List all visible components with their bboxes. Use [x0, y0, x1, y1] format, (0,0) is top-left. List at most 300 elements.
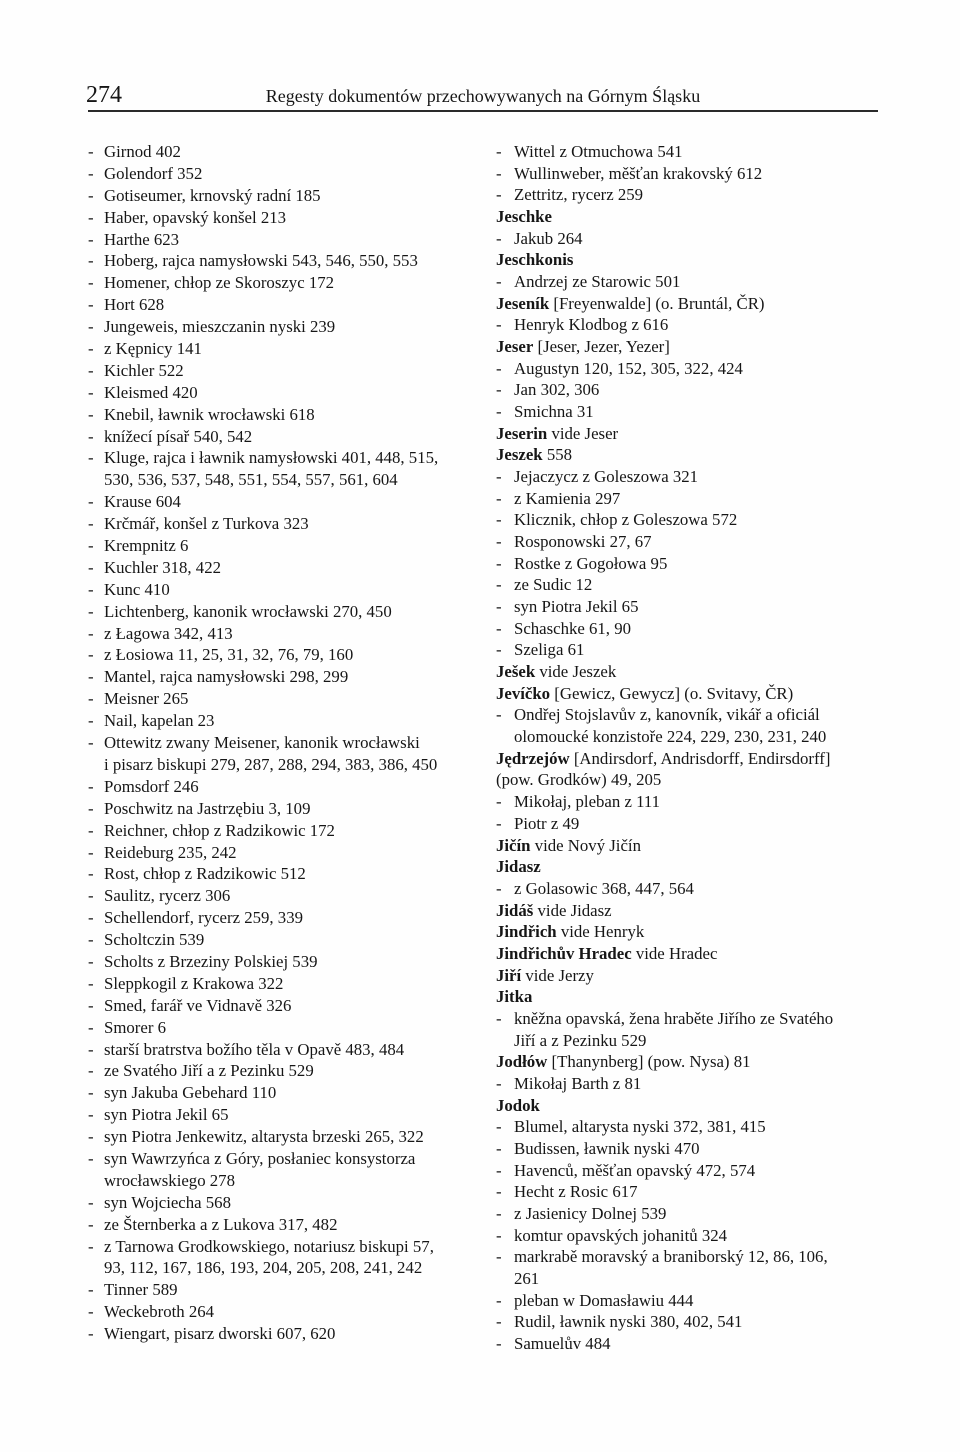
entry-dash: - [88, 1127, 94, 1147]
entry-line: Saulitz, rycerz 306 [104, 886, 231, 906]
entry-line: Rost, chłop z Radzikowic 512 [104, 864, 306, 884]
headword: Jindřich [496, 922, 557, 942]
entry-line: Lichtenberg, kanonik wrocławski 270, 450 [104, 601, 392, 621]
entry-line: Jakub 264 [514, 228, 583, 248]
entry-line: Hort 628 [104, 295, 165, 315]
index-headword-entry [496, 986, 876, 1008]
index-subentry [496, 1333, 876, 1355]
index-subentry [496, 379, 876, 401]
entry-text [88, 929, 468, 951]
entry-line: Augustyn 120, 152, 305, 322, 424 [514, 358, 743, 378]
index-subentry [496, 1160, 876, 1182]
entry-text [496, 1073, 876, 1095]
index-subentry [88, 426, 468, 448]
index-subentry [496, 488, 876, 510]
entry-line: Jan 302, 306 [514, 380, 600, 400]
entry-text [88, 951, 468, 973]
index-subentry [496, 1246, 876, 1289]
entry-text [496, 574, 876, 596]
index-subentry [88, 1214, 468, 1236]
entry-dash: - [496, 142, 502, 161]
entry-text [496, 596, 876, 618]
index-subentry [88, 842, 468, 864]
entry-dash: - [88, 711, 94, 731]
entry-line [496, 206, 876, 228]
entry-line: syn Jakuba Gebehard 110 [104, 1083, 277, 1103]
index-headword-entry [496, 249, 876, 271]
entry-text [88, 1082, 468, 1104]
entry-line: Andrzej ze Starowic 501 [514, 272, 681, 292]
entry-line: z Łosiowa 11, 25, 31, 32, 76, 79, 160 [104, 645, 354, 665]
entry-text [496, 791, 876, 813]
entry-text [88, 644, 468, 666]
index-subentry [88, 557, 468, 579]
entry-dash: - [88, 1192, 94, 1212]
entry-dash: - [88, 601, 94, 621]
entry-dash: - [88, 908, 94, 928]
entry-text [496, 358, 876, 380]
entry-text [88, 995, 468, 1017]
entry-dash: - [88, 645, 94, 665]
entry-dash: - [88, 273, 94, 293]
entry-text [496, 1138, 876, 1160]
entry-text [88, 1039, 468, 1061]
entry-dash: - [496, 532, 502, 552]
entry-text [88, 710, 468, 732]
entry-text [496, 639, 876, 661]
entry-dash: - [88, 820, 94, 840]
entry-dash: - [496, 1225, 502, 1245]
entry-dash: - [88, 360, 94, 380]
entry-dash: - [88, 448, 94, 468]
index-subentry [88, 644, 468, 666]
entry-line: pleban w Domasławiu 444 [514, 1290, 694, 1310]
entry-line: 93, 112, 167, 186, 193, 204, 205, 208, 241, 242 [104, 1258, 423, 1278]
entry-text [496, 1225, 876, 1247]
index-column-right [496, 141, 876, 1355]
index-subentry [496, 163, 876, 185]
headword: Jeser [496, 337, 534, 357]
entry-text [88, 666, 468, 688]
headword-details: 558 [546, 445, 572, 465]
index-headword-entry [496, 943, 876, 965]
index-subentry [88, 1017, 468, 1039]
entry-line: Kuchler 318, 422 [104, 557, 221, 577]
entry-dash: - [88, 207, 94, 227]
headword: Jodok [496, 1095, 540, 1115]
headword: Jičín [496, 835, 531, 855]
entry-line: Tinner 589 [104, 1280, 178, 1300]
index-headword-entry [496, 921, 876, 943]
headword: Jeszek [496, 445, 543, 465]
entry-text [88, 229, 468, 251]
index-subentry [88, 1082, 468, 1104]
entry-line: Samuelův 484 [514, 1333, 611, 1353]
index-subentry [88, 1148, 468, 1192]
entry-text [88, 688, 468, 710]
entry-line: Kluge, rajca i ławnik namysłowski 401, 448, 515, [104, 448, 439, 468]
entry-text [496, 813, 876, 835]
index-subentry [88, 601, 468, 623]
entry-line: Jungeweis, mieszczanin nyski 239 [104, 317, 336, 337]
entry-line: ze Sudic 12 [514, 575, 593, 595]
entry-line: Smorer 6 [104, 1017, 166, 1037]
headword: Jeschkonis [496, 250, 574, 270]
index-subentry [88, 491, 468, 513]
entry-text [88, 732, 468, 776]
entry-line [496, 336, 876, 358]
index-subentry [88, 250, 468, 272]
index-subentry [496, 1116, 876, 1138]
entry-dash: - [88, 317, 94, 337]
entry-dash: - [88, 339, 94, 359]
entry-text [88, 1301, 468, 1323]
headword: Jeserin [496, 423, 548, 443]
headword: Jitka [496, 987, 533, 1007]
entry-line [496, 423, 876, 445]
index-subentry [88, 447, 468, 491]
entry-line: z Łagowa 342, 413 [104, 623, 233, 643]
entry-text [496, 1290, 876, 1312]
entry-dash: - [88, 733, 94, 753]
entry-line: Kleismed 420 [104, 382, 198, 402]
entry-line: Zettritz, rycerz 259 [514, 185, 644, 205]
entry-line: Girnod 402 [104, 142, 181, 161]
entry-dash: - [88, 1061, 94, 1081]
index-headword-entry [496, 1051, 876, 1073]
entry-text [496, 704, 876, 747]
entry-dash: - [496, 510, 502, 530]
entry-text [88, 250, 468, 272]
entry-text [496, 1160, 876, 1182]
index-subentry [496, 1311, 876, 1333]
entry-dash: - [88, 251, 94, 271]
entry-line: Rostke z Gogołowa 95 [514, 553, 668, 573]
entry-line: Szeliga 61 [514, 640, 585, 660]
index-subentry [496, 358, 876, 380]
entry-text [496, 163, 876, 185]
entry-text [496, 488, 876, 510]
index-subentry [496, 271, 876, 293]
index-subentry [88, 798, 468, 820]
entry-text [88, 294, 468, 316]
entry-dash: - [88, 382, 94, 402]
index-subentry [88, 229, 468, 251]
index-headword-entry [496, 748, 876, 791]
index-subentry [88, 732, 468, 776]
entry-line: Mikołaj, pleban z 111 [514, 792, 661, 812]
entry-text [496, 141, 876, 163]
entry-dash: - [88, 995, 94, 1015]
index-subentry [496, 1073, 876, 1095]
entry-line: Henryk Klodbog z 616 [514, 315, 669, 335]
entry-line: i pisarz biskupi 279, 287, 288, 294, 383, 386, 450 [104, 754, 438, 774]
entry-line: wrocławskiego 278 [104, 1170, 235, 1190]
entry-line [496, 748, 876, 770]
entry-line: Golendorf 352 [104, 163, 203, 183]
index-column-left [88, 141, 468, 1345]
index-headword-entry [496, 444, 876, 466]
headword-details: [Jeser, Jezer, Yezer] [537, 337, 670, 357]
entry-dash: - [88, 886, 94, 906]
entry-dash: - [496, 358, 502, 378]
entry-dash: - [496, 467, 502, 487]
index-subentry [88, 907, 468, 929]
index-subentry [88, 294, 468, 316]
entry-text [496, 1008, 876, 1051]
entry-text [88, 1060, 468, 1082]
entry-dash: - [496, 792, 502, 812]
entry-text [88, 863, 468, 885]
index-subentry [88, 382, 468, 404]
entry-dash: - [88, 1148, 94, 1168]
entry-line: Rosponowski 27, 67 [514, 532, 652, 552]
headword: Jidasz [496, 857, 541, 877]
index-subentry [496, 618, 876, 640]
headword-details: [Gewicz, Gewycz] (o. Svitavy, ČR) [554, 683, 794, 703]
index-subentry [496, 1181, 876, 1203]
entry-line: Wittel z Otmuchowa 541 [514, 142, 683, 161]
headword-details: vide Jerzy [525, 965, 594, 985]
entry-line [496, 856, 876, 878]
headword: Jodłów [496, 1052, 548, 1072]
entry-dash: - [496, 488, 502, 508]
index-subentry [496, 574, 876, 596]
headword-details: vide Jeser [551, 423, 619, 443]
entry-text [496, 1203, 876, 1225]
entry-line: Klicznik, chłop z Goleszowa 572 [514, 510, 738, 530]
entry-dash: - [88, 667, 94, 687]
headword-details: [Andirsdorf, Andrisdorff, Endirsdorff] [573, 748, 831, 768]
index-subentry [88, 579, 468, 601]
entry-dash: - [88, 798, 94, 818]
entry-line: Hoberg, rajca namysłowski 543, 546, 550, 553 [104, 251, 418, 271]
entry-text [496, 228, 876, 250]
entry-text [88, 1192, 468, 1214]
entry-line [496, 1095, 876, 1117]
running-title: Regesty dokumentów przechowywanych na Górnym Śląsku [265, 86, 701, 106]
entry-text [88, 338, 468, 360]
index-subentry [88, 535, 468, 557]
entry-line: Harthe 623 [104, 229, 180, 249]
entry-dash: - [496, 1073, 502, 1093]
entry-text [88, 491, 468, 513]
entry-text [88, 557, 468, 579]
index-subentry [88, 1236, 468, 1280]
headword-details: [Thanynberg] (pow. Nysa) 81 [551, 1052, 751, 1072]
entry-line: Budissen, ławnik nyski 470 [514, 1138, 700, 1158]
entry-line: Kunc 410 [104, 579, 170, 599]
entry-dash: - [496, 315, 502, 335]
entry-dash: - [88, 1083, 94, 1103]
headword: Jędrzejów [496, 748, 570, 768]
entry-line: syn Piotra Jenkewitz, altarysta brzeski 265, 322 [104, 1127, 424, 1147]
entry-dash: - [496, 185, 502, 205]
headword-details: vide Henryk [560, 922, 645, 942]
index-subentry [496, 314, 876, 336]
entry-text [88, 623, 468, 645]
entry-text [88, 185, 468, 207]
entry-text [88, 1279, 468, 1301]
entry-line: Scholtczin 539 [104, 930, 205, 950]
entry-line [496, 835, 876, 857]
entry-text [496, 618, 876, 640]
entry-text [496, 509, 876, 531]
index-subentry [88, 1323, 468, 1345]
entry-dash: - [88, 1302, 94, 1322]
entry-text [88, 885, 468, 907]
headword: Jeschke [496, 207, 552, 227]
entry-line [496, 444, 876, 466]
entry-line: syn Wawrzyńca z Góry, posłaniec konsystorza [104, 1148, 416, 1168]
entry-line: Rudil, ławnik nyski 380, 402, 541 [514, 1312, 743, 1332]
index-subentry [88, 973, 468, 995]
entry-line: syn Piotra Jekil 65 [514, 597, 639, 617]
entry-line: Knebil, ławnik wrocławski 618 [104, 404, 315, 424]
entry-dash: - [496, 1247, 502, 1267]
entry-text [496, 1246, 876, 1289]
entry-text [88, 842, 468, 864]
entry-dash: - [496, 1203, 502, 1223]
entry-dash: - [496, 1008, 502, 1028]
entry-text [496, 314, 876, 336]
index-subentry [88, 710, 468, 732]
entry-line: olomoucké konzistoře 224, 229, 230, 231, 240 [514, 727, 827, 747]
entry-text [88, 360, 468, 382]
entry-line: syn Wojciecha 568 [104, 1192, 231, 1212]
entry-text [88, 776, 468, 798]
entry-dash: - [496, 597, 502, 617]
entry-text [88, 1323, 468, 1345]
entry-line [496, 1051, 876, 1073]
entry-line: Schaschke 61, 90 [514, 618, 631, 638]
entry-dash: - [88, 295, 94, 315]
entry-line: 261 [514, 1268, 540, 1288]
index-subentry [88, 316, 468, 338]
entry-text [88, 447, 468, 491]
entry-text [88, 316, 468, 338]
index-subentry [496, 401, 876, 423]
index-subentry [88, 1126, 468, 1148]
entry-text [88, 1236, 468, 1280]
entry-text [88, 207, 468, 229]
entry-dash: - [496, 402, 502, 422]
entry-dash: - [88, 1105, 94, 1125]
entry-text [496, 466, 876, 488]
entry-line: Smed, farář ve Vidnavě 326 [104, 995, 292, 1015]
index-headword-entry [496, 206, 876, 228]
entry-text [496, 271, 876, 293]
entry-line: Krčmář, konšel z Turkova 323 [104, 514, 309, 534]
entry-text [88, 513, 468, 535]
entry-dash: - [496, 705, 502, 725]
entry-text [88, 579, 468, 601]
index-subentry [496, 184, 876, 206]
entry-dash: - [88, 1214, 94, 1234]
entry-text [88, 141, 468, 163]
entry-dash: - [88, 689, 94, 709]
entry-line [496, 921, 876, 943]
index-subentry [496, 704, 876, 747]
entry-line [496, 293, 876, 315]
entry-line: Blumel, altarysta nyski 372, 381, 415 [514, 1117, 766, 1137]
entry-text [496, 1116, 876, 1138]
entry-text [88, 1104, 468, 1126]
index-headword-entry [496, 1095, 876, 1117]
entry-line: Homener, chłop ze Skoroszyc 172 [104, 273, 335, 293]
entry-dash: - [88, 163, 94, 183]
entry-dash: - [88, 492, 94, 512]
entry-dash: - [88, 930, 94, 950]
entry-dash: - [496, 1182, 502, 1202]
index-subentry [88, 951, 468, 973]
entry-dash: - [496, 272, 502, 292]
entry-line: Jejaczycz z Goleszowa 321 [514, 467, 699, 487]
entry-dash: - [88, 1039, 94, 1059]
index-subentry [88, 776, 468, 798]
entry-line: Meisner 265 [104, 689, 189, 709]
index-subentry [496, 531, 876, 553]
entry-dash: - [88, 142, 94, 161]
entry-line [496, 661, 876, 683]
entry-dash: - [496, 163, 502, 183]
entry-text [88, 382, 468, 404]
index-subentry [496, 1138, 876, 1160]
index-subentry [88, 1104, 468, 1126]
entry-dash: - [88, 1017, 94, 1037]
entry-dash: - [88, 951, 94, 971]
index-headword-entry [496, 900, 876, 922]
entry-dash: - [88, 776, 94, 796]
entry-line [496, 943, 876, 965]
entry-line: Weckebroth 264 [104, 1302, 215, 1322]
index-subentry [88, 1279, 468, 1301]
entry-dash: - [496, 1333, 502, 1353]
entry-text [496, 184, 876, 206]
entry-text [88, 272, 468, 294]
entry-text [88, 798, 468, 820]
entry-text [496, 401, 876, 423]
entry-line [496, 249, 876, 271]
index-subentry [496, 141, 876, 163]
index-subentry [496, 639, 876, 661]
entry-text [88, 1017, 468, 1039]
index-subentry [88, 885, 468, 907]
entry-line: z Tarnowa Grodkowskiego, notariusz biskupi 57, [104, 1236, 434, 1256]
entry-text [88, 601, 468, 623]
entry-dash: - [88, 185, 94, 205]
headword-details: vide Nový Jičín [534, 835, 641, 855]
entry-line [496, 900, 876, 922]
entry-text [496, 1333, 876, 1355]
entry-dash: - [496, 618, 502, 638]
entry-line: Scholts z Brzeziny Polskiej 539 [104, 951, 318, 971]
headword-details: vide Hradec [635, 943, 718, 963]
index-subentry [88, 1039, 468, 1061]
index-subentry [88, 1060, 468, 1082]
index-headword-entry [496, 423, 876, 445]
index-subentry [88, 1301, 468, 1323]
index-subentry [496, 813, 876, 835]
index-subentry [88, 666, 468, 688]
entry-line: ze Šternberka a z Lukova 317, 482 [104, 1214, 338, 1234]
index-subentry [496, 1203, 876, 1225]
index-subentry [496, 509, 876, 531]
index-subentry [496, 1008, 876, 1051]
headword-details: vide Jeszek [539, 662, 617, 682]
entry-line: Krempnitz 6 [104, 536, 189, 556]
entry-line: Wiengart, pisarz dworski 607, 620 [104, 1324, 336, 1344]
